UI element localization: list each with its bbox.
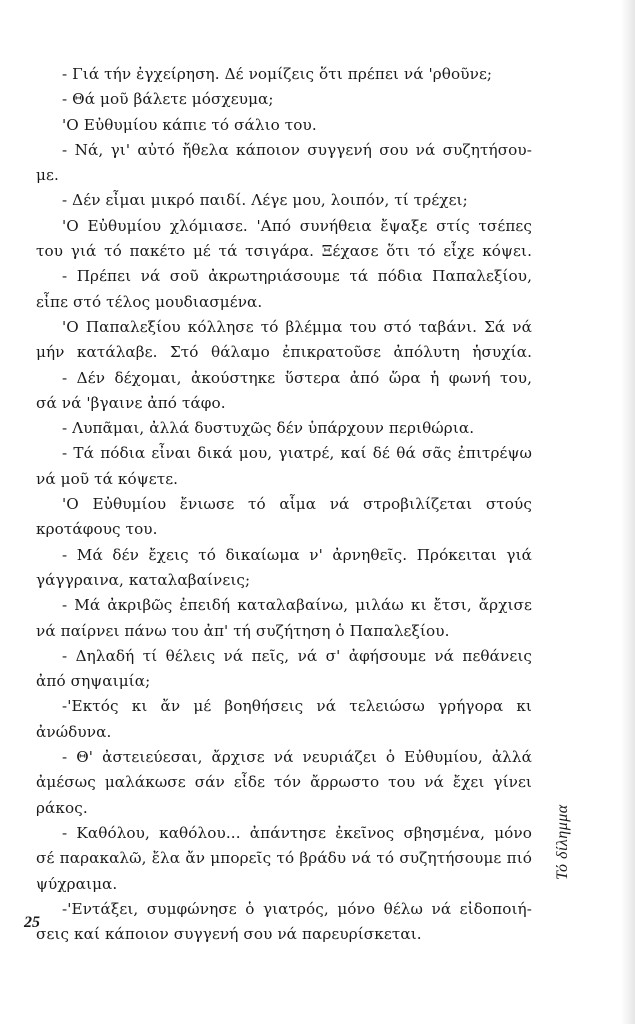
page-number: 25 — [24, 914, 40, 931]
text-line: του γιά τό πακέτο μέ τά τσιγάρα. Ξέχασε ὅτι τό εἶχε κόψει. — [36, 242, 532, 261]
text-line: - Μά δέν ἔχεις τό δικαίωμα ν' ἀρνηθεῖς. Πρόκειται γιά — [62, 545, 532, 564]
text-line: ἀνώδυνα. — [36, 722, 112, 741]
text-line: σέ παρακαλῶ, ἔλα ἄν μπορεῖς τό βράδυ νά τό συζητήσουμε πιό — [36, 849, 532, 868]
text-line: - Δέν εἶμαι μικρό παιδί. Λέγε μου, λοιπόν, τί τρέχει; — [62, 191, 468, 210]
text-line: - Δηλαδή τί θέλεις νά πεῖς, νά σ' ἀφήσουμε νά πεθάνεις — [62, 646, 532, 665]
text-line: - Τά πόδια εἶναι δικά μου, γιατρέ, καί δέ θά σᾶς ἐπιτρέψω — [62, 444, 532, 463]
text-line: - Μά ἀκριβῶς ἐπειδή καταλαβαίνω, μιλάω κι ἔτσι, ἄρχισε — [62, 596, 532, 615]
text-line: ἀπό σηψαιμία; — [36, 672, 151, 691]
text-line: - Δέν δέχομαι, ἀκούστηκε ὕστερα ἀπό ὥρα ἡ φωνή του, — [62, 368, 532, 387]
text-line: - Θά μοῦ βάλετε μόσχευμα; — [62, 90, 274, 109]
text-line: ράκος. — [36, 798, 88, 817]
body-text — [36, 62, 532, 947]
text-line: με. — [36, 166, 59, 185]
text-line: ψύχραιμα. — [36, 874, 118, 893]
text-line: κροτάφους του. — [36, 520, 158, 539]
page-edge-shadow — [621, 0, 635, 1024]
text-line: σεις καί κάποιον συγγενή σου νά παρευρίσκεται. — [36, 925, 422, 944]
text-line: - Θ' ἀστειεύεσαι, ἄρχισε νά νευριάζει ὁ Εὐθυμίου, ἀλλά — [62, 748, 532, 767]
text-line: 'Ο Εὐθυμίου κάπιε τό σάλιο του. — [62, 115, 317, 134]
text-line: σά νά 'βγαινε ἀπό τάφο. — [36, 393, 226, 412]
text-line: - Λυπᾶμαι, ἀλλά δυστυχῶς δέν ὑπάρχουν περιθώρια. — [62, 419, 475, 438]
text-line: εἶπε στό τέλος μουδιασμένα. — [36, 292, 263, 311]
text-line: - Πρέπει νά σοῦ ἀκρωτηριάσουμε τά πόδια Παπαλεξίου, — [62, 267, 532, 286]
text-line: - Νά, γι' αὐτό ἤθελα κάποιον συγγενή σου νά συζητήσου- — [62, 140, 532, 159]
text-line: νά παίρνει πάνω του ἀπ' τή συζήτηση ὁ Παπαλεξίου. — [36, 621, 450, 640]
running-head: Τό δίλημμα — [554, 804, 571, 880]
text-line: μήν κατάλαβε. Στό θάλαμο ἐπικρατοῦσε ἀπόλυτη ἡσυχία. — [36, 343, 532, 362]
text-line: ἀμέσως μαλάκωσε σάν εἶδε τόν ἄρρωστο του νά ἔχει γίνει — [36, 773, 532, 792]
text-line: 'Ο Εὐθυμίου χλόμιασε. 'Από συνήθεια ἔψαξε στίς τσέπες — [62, 216, 532, 235]
text-line: -'Εντάξει, συμφώνησε ὁ γιατρός, μόνο θέλω νά εἰδοποιή- — [62, 899, 532, 918]
text-line: - Καθόλου, καθόλου... ἀπάντησε ἐκεῖνος σβησμένα, μόνο — [62, 823, 532, 842]
text-line: νά μοῦ τά κόψετε. — [36, 469, 179, 488]
text-line: - Γιά τήν ἐγχείρηση. Δέ νομίζεις ὅτι πρέπει νά 'ρθοῦνε; — [62, 65, 493, 83]
text-line: 'Ο Παπαλεξίου κόλλησε τό βλέμμα του στό ταβάνι. Σά νά — [62, 317, 532, 336]
text-line: 'Ο Εὐθυμίου ἔνιωσε τό αἷμα νά στροβιλίζεται στούς — [62, 495, 532, 514]
text-line: γάγγραινα, καταλαβαίνεις; — [36, 570, 251, 589]
text-line: -'Εκτός κι ἄν μέ βοηθήσεις νά τελειώσω γρήγορα κι — [62, 697, 532, 716]
